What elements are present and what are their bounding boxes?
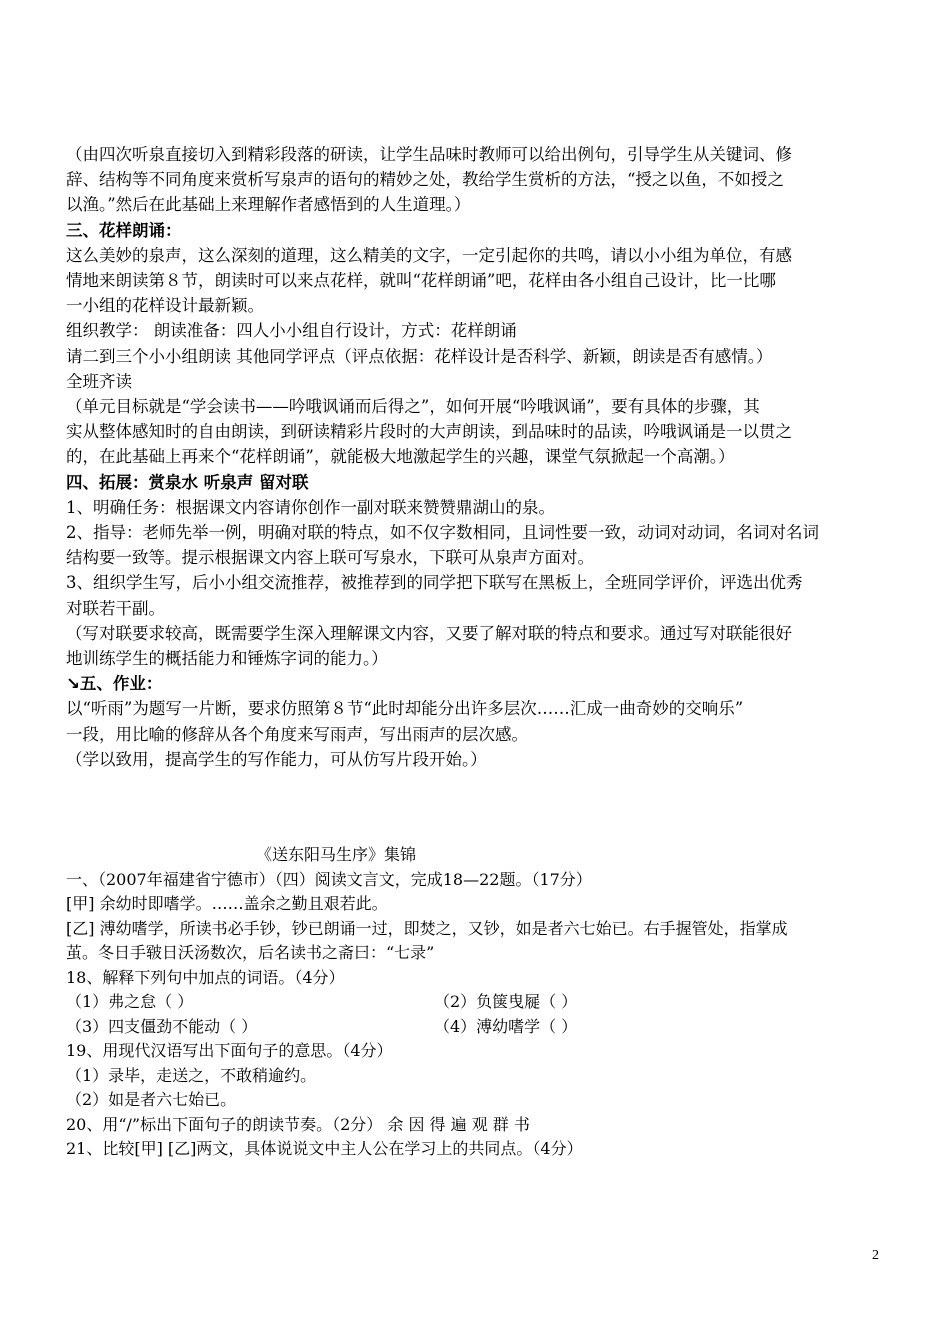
paragraph-line: 辞、结构等不同角度来赏析写泉声的语句的精妙之处，教给学生赏析的方法，“授之以鱼，不如授之 [66,170,784,190]
q18-item: （3）四支僵劲不能动（ ） [66,1016,258,1036]
exercise-line: 茧。冬日手皲日沃汤数次，后名读书之斋曰：“七录” [66,943,435,962]
exercise-line: [甲] 余幼时即嗜学。……盖余之勤且艰若此。 [66,894,388,913]
paragraph-line: 地训练学生的概括能力和锤炼字词的能力。） [66,649,388,669]
paragraph-line: 的，在此基础上再来个“花样朗诵”，就能极大地激起学生的兴趣，课堂气氛掀起一个高潮。） [66,447,735,467]
paragraph-line: 一段，用比喻的修辞从各个角度来写雨声，写出雨声的层次感。 [66,724,528,744]
page-number: 2 [872,1248,879,1263]
exercise-line: （1）录毕，走送之，不敢稍逾约。 [66,1065,317,1085]
section-heading-5: ↘五、作业： [66,674,163,694]
paragraph-line: （单元目标就是“学会读书——吟哦讽诵而后得之”，如何开展“吟哦讽诵”，要有具体的步骤，其 [66,397,760,417]
q18-item: （2）负箧曳屣（ ） [434,992,578,1011]
paragraph-line: 组织教学： 朗读准备：四人小小组自行设计，方式：花样朗诵 [66,321,517,341]
paragraph-line: 以“听雨”为题写一片断，要求仿照第８节“此时却能分出许多层次……汇成一曲奇妙的交响乐” [66,699,744,719]
paragraph-line: （由四次听泉直接切入到精彩段落的研读，让学生品味时教师可以给出例句，引导学生从关键词、修 [66,145,792,164]
section-heading-4: 四、拓展：赏泉水 听泉声 留对联 [66,472,309,492]
lesson-plan-section [66,142,888,772]
paragraph-line: 请二到三个小小组朗读 其他同学评点（评点依据：花样设计是否科学、新颖，朗读是否有感情。） [66,346,773,366]
paragraph-line: 情地来朗读第８节，朗读时可以来点花样，就叫“花样朗诵”吧，花样由各小组自己设计，比一比哪 [66,271,776,291]
q18-row [66,990,888,1015]
exercise-title: 《送东阳马生序》集锦 [255,845,416,864]
exercise-line: 一、（2007年福建省宁德市）（四）阅读文言文，完成18—22题。（17分） [66,869,592,889]
paragraph-line: 这么美妙的泉声，这么深刻的道理，这么精美的文字，一定引起你的共鸣，请以小小组为单位，有感 [66,245,792,265]
paragraph-line: 1、明确任务：根据课文内容请你创作一副对联来赞赞鼎湖山的泉。 [66,497,555,517]
q18-item: （1）弗之怠（ ） [66,992,194,1011]
exercise-line: 20、用“/”标出下面句子的朗读节奏。（2分） 余 因 得 遍 观 群 书 [66,1114,530,1134]
paragraph-line: （学以致用，提高学生的写作能力，可从仿写片段开始。） [66,749,487,769]
paragraph-line: 2、指导：老师先举一例，明确对联的特点，如不仅字数相同，且词性要一致，动词对动词，名词对名词 [66,523,819,543]
paragraph-line: （写对联要求较高，既需要学生深入理解课文内容，又要了解对联的特点和要求。通过写对联能很好 [66,623,792,643]
exercise-line: 19、用现代汉语写出下面句子的意思。（4分） [66,1041,393,1060]
paragraph-line: 实从整体感知时的自由朗读，到研读精彩片段时的大声朗读，到品味时的品读，吟哦讽诵是一以贯之 [66,422,792,442]
paragraph-line: 对联若干副。 [66,598,165,618]
q18-item: （4）溥幼嗜学（ ） [434,1016,578,1036]
paragraph-line: 一小组的花样设计最新颖。 [66,296,264,316]
paragraph-line: 结构要一致等。提示根据课文内容上联可写泉水，下联可从泉声方面对。 [66,548,594,568]
exercise-line: （2）如是者六七始已。 [66,1090,237,1109]
paragraph-line: 3、组织学生写，后小小组交流推荐，被推荐到的同学把下联写在黑板上，全班同学评价，评选出优秀 [66,573,803,593]
paragraph-line: 全班齐读 [66,371,132,391]
q18-row [66,1015,888,1040]
exercise-line: 18、解释下列句中加点的词语。（4分） [66,967,345,987]
exercise-section [66,843,888,1162]
exercise-line: 21、比较[甲] [乙]两文，具体说说文中主人公在学习上的共同点。（4分） [66,1139,583,1158]
paragraph-line: 以渔。”然后在此基础上来理解作者感悟到的人生道理。） [66,195,471,215]
section-heading-3: 三、花样朗诵： [66,220,182,240]
exercise-line: [乙] 溥幼嗜学，所读书必手钞，钞已朗诵一过，即焚之，又钞，如是者六七始已。右手握管处，指掌成 [66,918,788,938]
